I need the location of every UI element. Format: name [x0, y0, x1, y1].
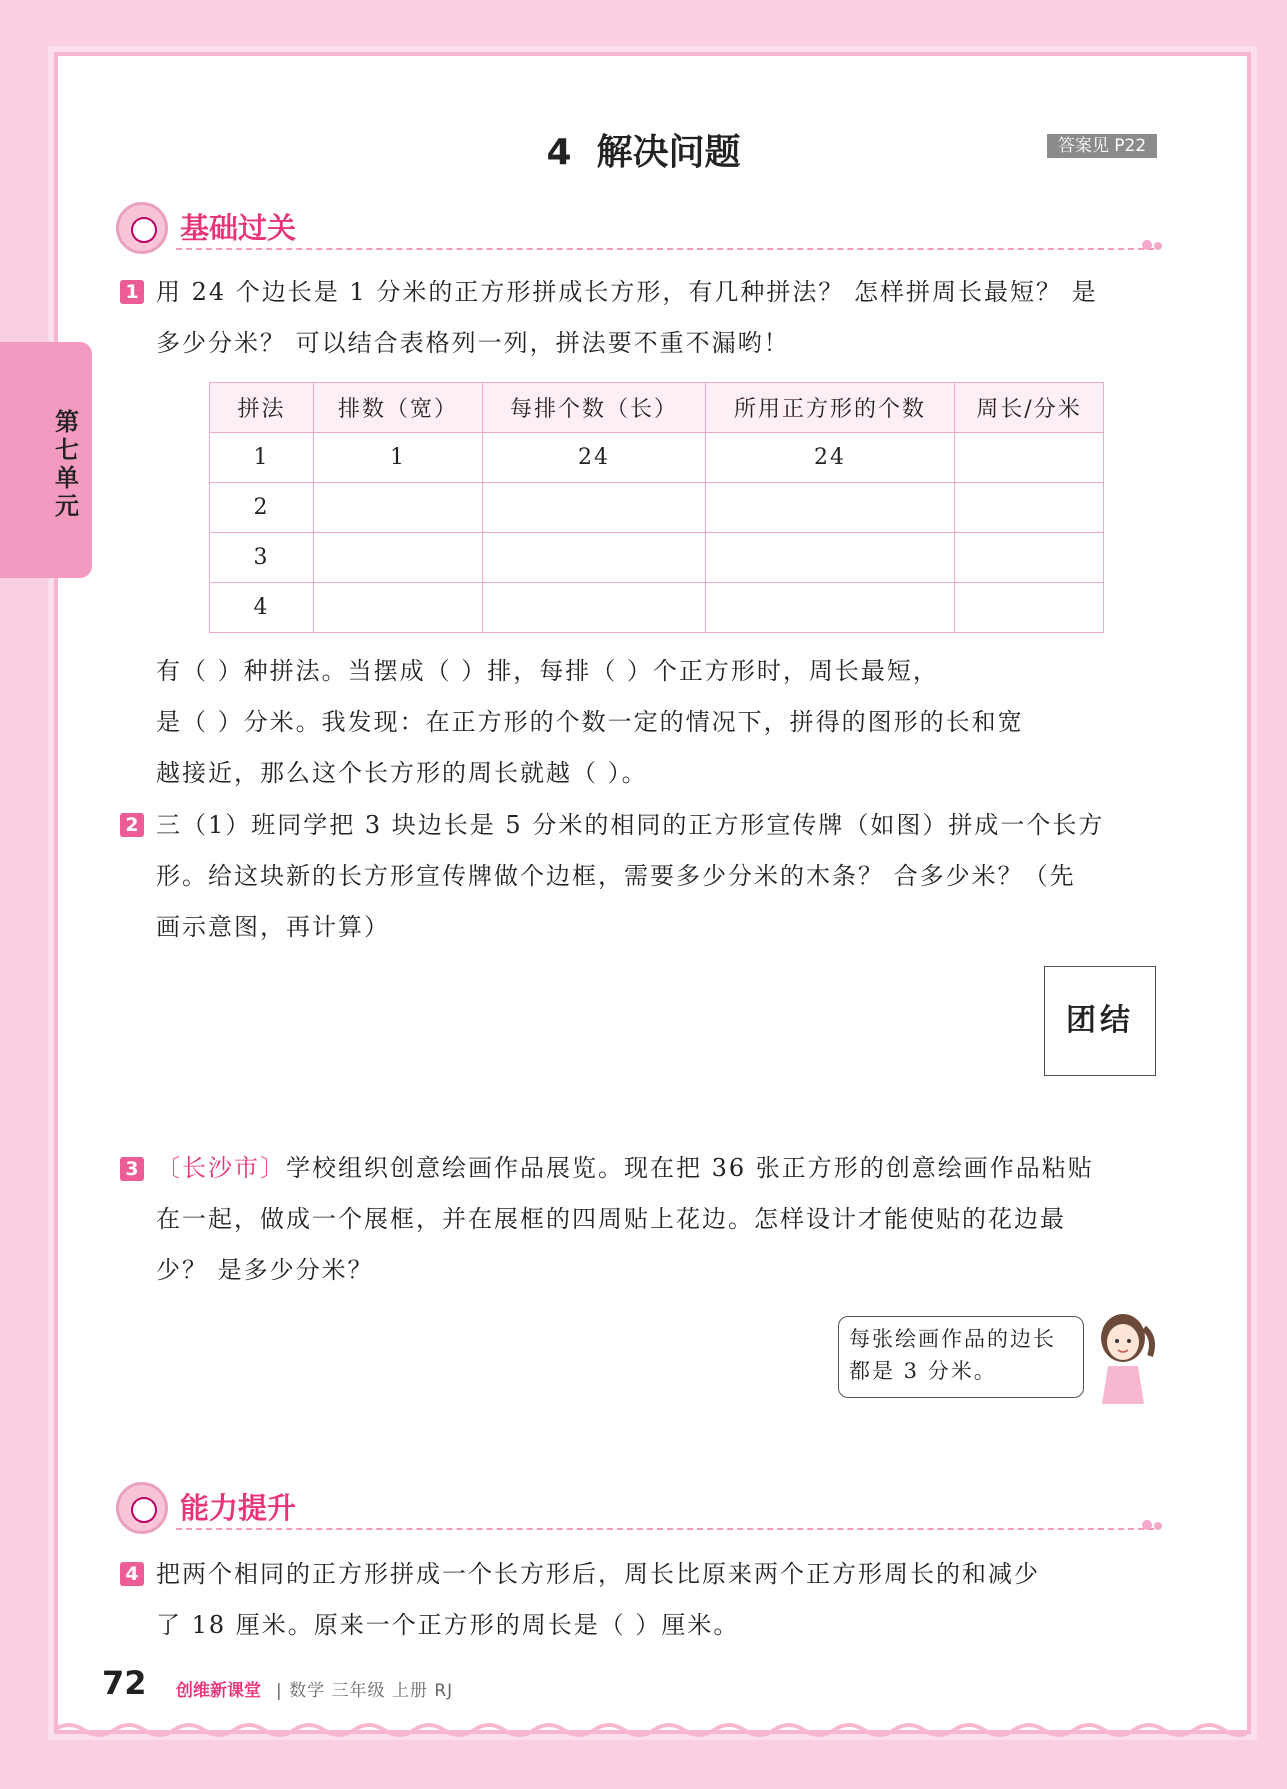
- q1-fill-line-1[interactable]: 有（ ）种拼法。当摆成（ ）排，每排（ ）个正方形时，周长最短，: [156, 657, 939, 685]
- table-cell[interactable]: 24: [706, 433, 955, 483]
- section-title-advanced: 能力提升: [180, 1491, 297, 1525]
- table-cell[interactable]: 1: [314, 433, 483, 483]
- section-divider: [176, 1528, 1154, 1530]
- table-cell[interactable]: [955, 583, 1104, 633]
- q1-line-2: 多少分米？ 可以结合表格列一列，拼法要不重不漏哟！: [156, 329, 790, 357]
- table-header-row: [210, 383, 1104, 433]
- table-cell: 3: [210, 533, 314, 583]
- q1-fill-line-2[interactable]: 是（ ）分米。我发现：在正方形的个数一定的情况下，拼得的图形的长和宽: [156, 708, 1024, 736]
- wavy-border-bottom: [54, 1720, 1251, 1740]
- table-cell[interactable]: [314, 583, 483, 633]
- question-number-2: 2: [120, 813, 144, 837]
- q3-line-1: [156, 1143, 1156, 1194]
- table-cell[interactable]: [706, 533, 955, 583]
- q4-line-2[interactable]: 了 18 厘米。原来一个正方形的周长是（ ）厘米。: [156, 1611, 740, 1639]
- q1-fill-line-3[interactable]: 越接近，那么这个长方形的周长就越（ ）。: [156, 759, 648, 787]
- unit-tab-label: 第七单元: [55, 408, 79, 520]
- question-number-4: 4: [120, 1562, 144, 1586]
- hint-speech-bubble: [838, 1316, 1084, 1398]
- dots-decoration-icon: [1142, 238, 1166, 254]
- table-header-cell: 排数（宽）: [314, 383, 483, 433]
- table-cell: 1: [210, 433, 314, 483]
- table-header-cell: 所用正方形的个数: [706, 383, 955, 433]
- question-number-1: 1: [120, 280, 144, 304]
- section-title-basic: 基础过关: [180, 211, 297, 245]
- q3-line-2: 在一起，做成一个展框，并在展框的四周贴上花边。怎样设计才能使贴的花边最: [156, 1205, 1066, 1233]
- table-cell: 4: [210, 583, 314, 633]
- q2-line-3: 画示意图，再计算）: [156, 913, 390, 941]
- table-cell[interactable]: [314, 533, 483, 583]
- monkey-mascot-icon: [116, 1482, 168, 1534]
- table-header-cell: 拼法: [210, 383, 314, 433]
- brand-name: 创维新课堂: [176, 1681, 261, 1701]
- table-cell[interactable]: [314, 483, 483, 533]
- unit-side-tab: [0, 342, 92, 578]
- page-title: 4 解决问题: [546, 132, 741, 173]
- table-cell: 2: [210, 483, 314, 533]
- answer-reference-badge: 答案见 P22: [1047, 134, 1157, 158]
- table-row: [210, 483, 1104, 533]
- table-cell[interactable]: 24: [483, 433, 706, 483]
- question-number-3: 3: [120, 1157, 144, 1181]
- square-sign-board: 团结: [1044, 966, 1156, 1076]
- monkey-mascot-icon: [116, 202, 168, 254]
- table-cell[interactable]: [955, 433, 1104, 483]
- table-cell[interactable]: [483, 483, 706, 533]
- table-cell[interactable]: [706, 583, 955, 633]
- q4-line-1: 把两个相同的正方形拼成一个长方形后，周长比原来两个正方形周长的和减少: [156, 1560, 1040, 1588]
- section-header-advanced: [116, 1480, 1166, 1536]
- table-header-cell: 每排个数（长）: [483, 383, 706, 433]
- q3-region-tag: 〔长沙市〕: [156, 1154, 286, 1182]
- table-header-cell: 周长/分米: [955, 383, 1104, 433]
- table-cell[interactable]: [483, 533, 706, 583]
- q3-line-1-text: 学校组织创意绘画作品展览。现在把 36 张正方形的创意绘画作品粘贴: [286, 1154, 1094, 1182]
- table-row: [210, 533, 1104, 583]
- table-row: [210, 433, 1104, 483]
- q3-line-3: 少？ 是多少分米？: [156, 1256, 374, 1284]
- section-header-basic: [116, 200, 1166, 256]
- q2-line-2: 形。给这块新的长方形宣传牌做个边框，需要多少分米的木条？ 合多少米？（先: [156, 862, 1076, 890]
- page-number: 72: [102, 1664, 147, 1702]
- q1-line-1: 用 24 个边长是 1 分米的正方形拼成长方形，有几种拼法？ 怎样拼周长最短？ 是: [156, 278, 1098, 306]
- section-divider: [176, 248, 1154, 250]
- q2-line-1: 三（1）班同学把 3 块边长是 5 分米的相同的正方形宣传牌（如图）拼成一个长方: [156, 811, 1105, 839]
- table-cell[interactable]: [706, 483, 955, 533]
- girl-character-icon: [1088, 1308, 1158, 1404]
- hint-line-2: 都是 3 分米。: [849, 1359, 997, 1383]
- table-cell[interactable]: [483, 583, 706, 633]
- dots-decoration-icon: [1142, 1518, 1166, 1534]
- table-row: [210, 583, 1104, 633]
- table-cell[interactable]: [955, 483, 1104, 533]
- table-cell[interactable]: [955, 533, 1104, 583]
- arrangement-table: [209, 382, 1104, 633]
- hint-line-1: 每张绘画作品的边长: [849, 1327, 1056, 1351]
- book-info: | 数学 三年级 上册 RJ: [276, 1681, 454, 1701]
